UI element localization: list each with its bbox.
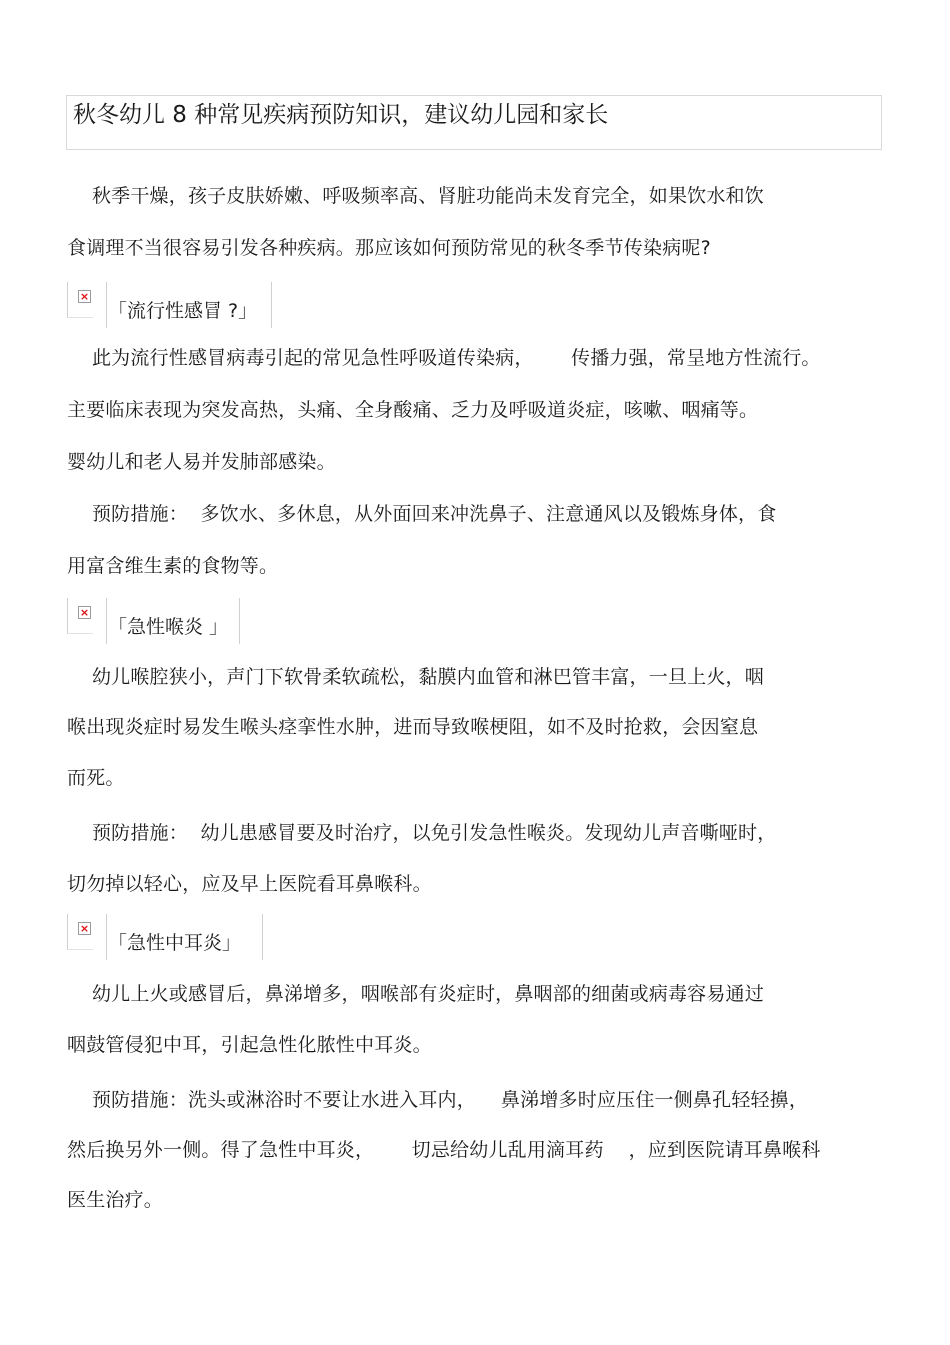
section-heading-label: 「流行性感冒 ?」 xyxy=(108,300,258,322)
paragraph-line: 喉出现炎症时易发生喉头痉挛性水肿，进而导致喉梗阻，如不及时抢救，会因窒息 xyxy=(67,716,759,738)
prevention-line: 然后换另外一侧。得了急性中耳炎， 切忌给幼儿乱用滴耳药 ，应到医院请耳鼻喉科 xyxy=(67,1139,821,1161)
paragraph-line: 而死。 xyxy=(67,767,125,789)
intro-line-1: 秋季干燥，孩子皮肤娇嫩、呼吸频率高、肾脏功能尚未发育完全，如果饮水和饮 xyxy=(67,185,764,207)
title-box xyxy=(66,95,882,150)
broken-image-icon: × xyxy=(67,282,93,318)
prevention-line: 预防措施：洗头或淋浴时不要让水进入耳内， 鼻涕增多时应压住一侧鼻孔轻轻擤， xyxy=(67,1089,809,1111)
intro-line-2: 食调理不当很容易引发各种疾病。那应该如何预防常见的秋冬季节传染病呢? xyxy=(67,237,711,259)
prevention-line: 医生治疗。 xyxy=(67,1189,164,1211)
paragraph-line: 幼儿喉腔狭小，声门下软骨柔软疏松，黏膜内血管和淋巴管丰富，一旦上火，咽 xyxy=(67,666,764,688)
section-heading-laryngitis xyxy=(67,598,247,644)
paragraph-line: 咽鼓管侵犯中耳，引起急性化脓性中耳炎。 xyxy=(67,1034,432,1056)
section-heading-label: 「急性中耳炎」 xyxy=(108,932,242,954)
broken-image-icon: × xyxy=(67,598,93,634)
paragraph-line: 主要临床表现为突发高热，头痛、全身酸痛、乏力及呼吸道炎症，咳嗽、咽痛等。 xyxy=(67,399,759,421)
prevention-line: 预防措施： 多饮水、多休息，从外面回来冲洗鼻子、注意通风以及锻炼身体，食 xyxy=(67,503,777,525)
broken-image-icon: × xyxy=(67,914,93,950)
prevention-line: 切勿掉以轻心，应及早上医院看耳鼻喉科。 xyxy=(67,873,432,895)
document-title: 秋冬幼儿 8 种常见疾病预防知识，建议幼儿园和家长 xyxy=(73,102,609,128)
paragraph-line: 婴幼儿和老人易并发肺部感染。 xyxy=(67,451,336,473)
prevention-line: 用富含维生素的食物等。 xyxy=(67,555,279,577)
paragraph-line: 此为流行性感冒病毒引起的常见急性呼吸道传染病， 传播力强，常呈地方性流行。 xyxy=(67,347,821,369)
paragraph-line: 幼儿上火或感冒后，鼻涕增多，咽喉部有炎症时，鼻咽部的细菌或病毒容易通过 xyxy=(67,983,764,1005)
section-heading-label: 「急性喉炎 」 xyxy=(108,616,229,638)
section-heading-flu xyxy=(67,282,277,328)
prevention-line: 预防措施： 幼儿患感冒要及时治疗，以免引发急性喉炎。发现幼儿声音嘶哑时， xyxy=(67,822,777,844)
section-heading-otitis xyxy=(67,914,267,960)
